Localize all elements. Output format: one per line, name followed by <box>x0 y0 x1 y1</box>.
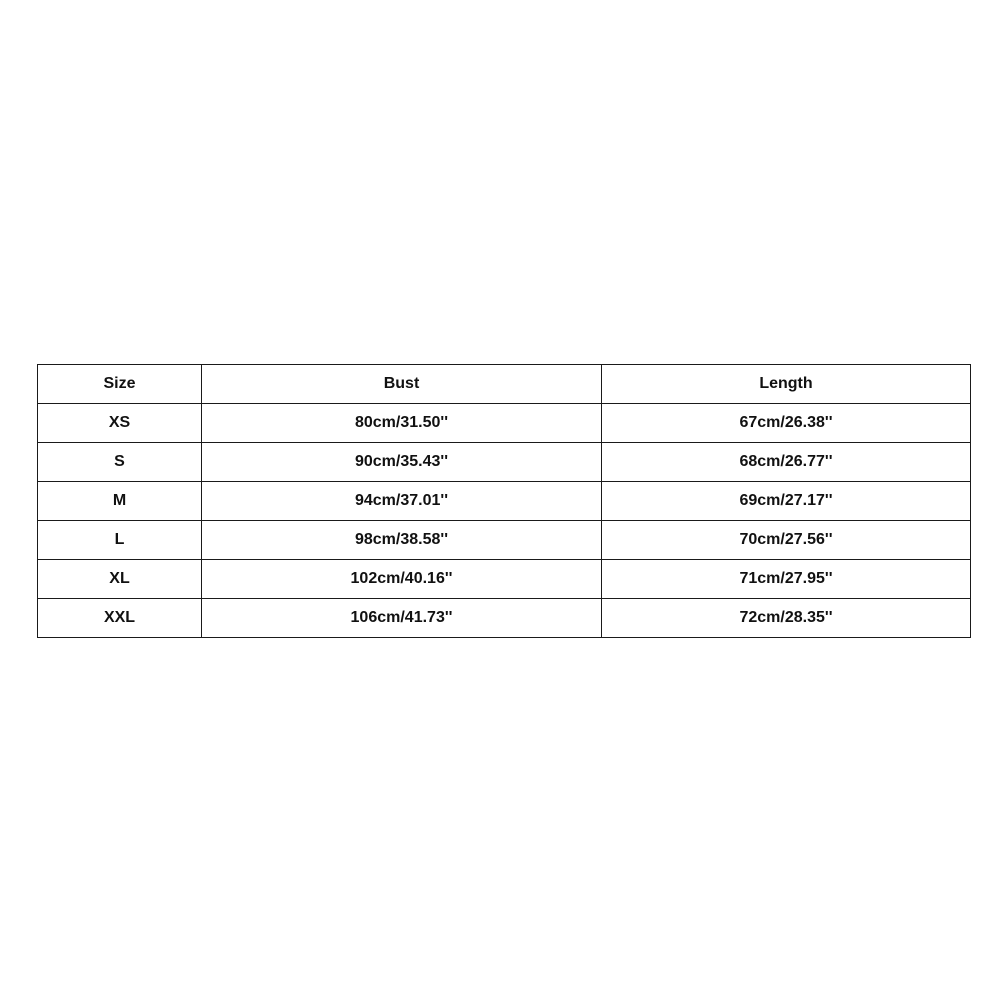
cell-size: XXL <box>38 599 202 638</box>
cell-bust: 106cm/41.73'' <box>202 599 602 638</box>
cell-length: 71cm/27.95'' <box>602 560 971 599</box>
table-row <box>38 599 971 638</box>
cell-bust: 102cm/40.16'' <box>202 560 602 599</box>
cell-length: 72cm/28.35'' <box>602 599 971 638</box>
cell-size: XL <box>38 560 202 599</box>
table-row <box>38 521 971 560</box>
header-bust: Bust <box>202 365 602 404</box>
cell-length: 69cm/27.17'' <box>602 482 971 521</box>
table-row <box>38 443 971 482</box>
header-size: Size <box>38 365 202 404</box>
table-header-row <box>38 365 971 404</box>
table-row <box>38 482 971 521</box>
table-row <box>38 560 971 599</box>
header-length: Length <box>602 365 971 404</box>
cell-bust: 80cm/31.50'' <box>202 404 602 443</box>
cell-size: L <box>38 521 202 560</box>
size-chart-table <box>37 364 971 638</box>
cell-length: 70cm/27.56'' <box>602 521 971 560</box>
cell-length: 68cm/26.77'' <box>602 443 971 482</box>
cell-size: M <box>38 482 202 521</box>
cell-bust: 94cm/37.01'' <box>202 482 602 521</box>
cell-size: S <box>38 443 202 482</box>
cell-bust: 98cm/38.58'' <box>202 521 602 560</box>
cell-size: XS <box>38 404 202 443</box>
table-row <box>38 404 971 443</box>
cell-length: 67cm/26.38'' <box>602 404 971 443</box>
cell-bust: 90cm/35.43'' <box>202 443 602 482</box>
